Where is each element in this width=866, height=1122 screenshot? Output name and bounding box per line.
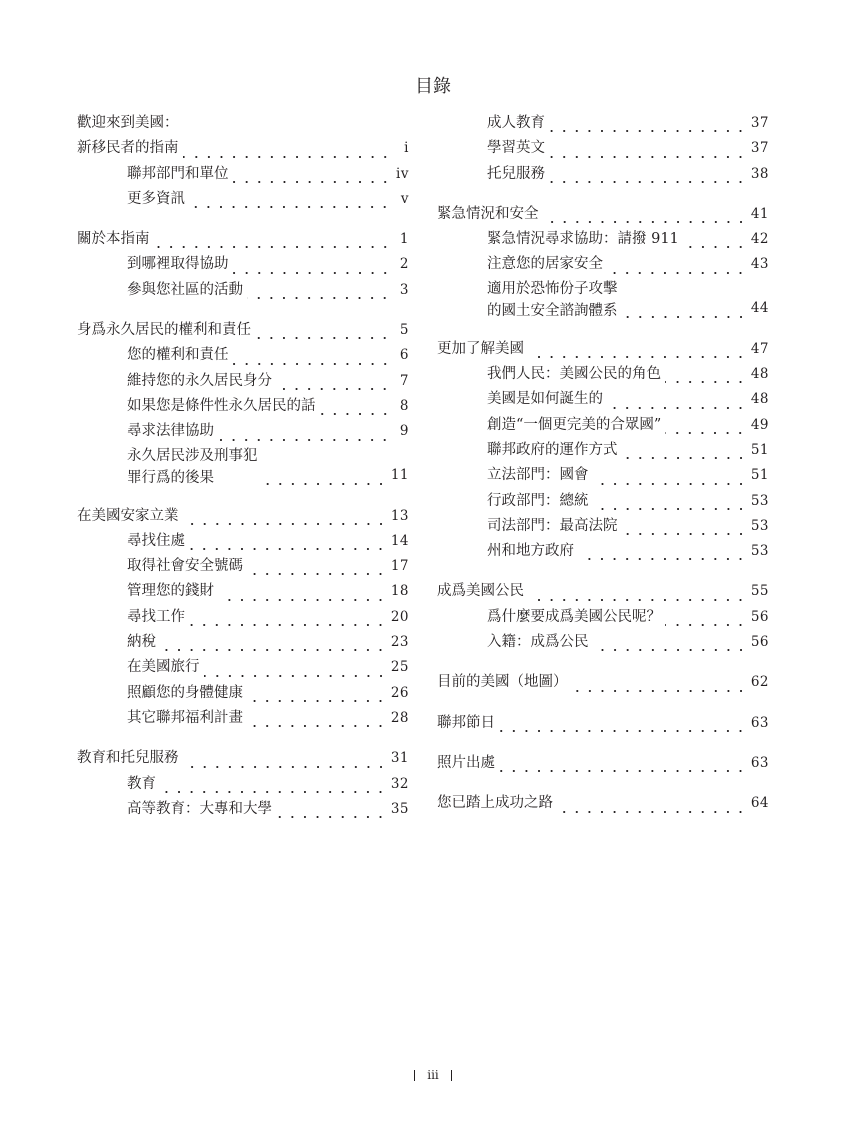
toc-entry-title: 到哪裡取得協助 [127,256,229,273]
toc-entry-page: 56 [750,608,769,625]
toc-entry[interactable] [77,419,409,444]
dot-leader [262,464,387,489]
toc-entry-title: 成爲美國公民 [437,583,524,600]
toc-entry-title: 其它聯邦福利計畫 [127,709,243,726]
toc-entry[interactable] [77,797,409,822]
toc-entry-title: 身爲永久居民的權利和責任 [77,322,251,339]
toc-entry-page: 23 [390,634,409,651]
toc-section [77,746,409,822]
toc-entry-title: 成人教育 [487,115,545,131]
dot-leader [276,369,391,394]
toc-entry[interactable] [77,252,409,277]
toc-entry-page: 63 [750,754,769,771]
toc-entry[interactable] [77,369,409,394]
toc-entry-title: 適用於恐怖份子攻擊 的國土安全諮詢體系 [487,280,618,319]
toc-entry-title: 學習英文 [487,140,545,157]
toc-entry-title: 納稅 [127,634,156,651]
toc-entry[interactable] [437,514,769,539]
dot-leader [572,671,747,696]
dot-leader [189,187,391,212]
toc-entry[interactable] [437,362,769,387]
toc-entry[interactable] [77,394,409,419]
dot-leader [549,111,747,136]
dot-leader [499,711,747,736]
dot-leader [593,630,747,655]
toc-entry[interactable] [77,278,409,303]
toc-entry-title: 入籍：成爲公民 [487,634,589,651]
toc-section [437,751,769,776]
toc-entry[interactable] [437,252,769,277]
toc-entry-page: 44 [750,300,769,317]
toc-section [437,111,769,187]
toc-entry-title: 在美國旅行 [127,659,200,676]
dot-leader [499,751,747,776]
toc-entry-title: 照片出處 [437,754,495,771]
toc-entry-title: 高等教育：大專和大學 [127,800,272,817]
toc-entry-page: iv [396,165,409,182]
dot-leader [593,489,747,514]
dot-leader [557,792,747,817]
toc-entry-page: 14 [390,532,409,549]
dot-leader [218,420,391,445]
toc-entry[interactable] [77,605,409,630]
toc-entry[interactable] [437,162,769,187]
page-footer [0,1068,866,1082]
toc-entry-title: 美國是如何誕生的 [487,391,603,408]
dot-leader [276,797,387,822]
dot-leader [549,137,747,162]
dot-leader [665,413,746,438]
toc-entry-page: 1 [399,231,409,248]
toc-entry-page: 6 [399,347,409,364]
toc-entry-page: 31 [390,750,409,767]
footer-divider [451,1070,452,1081]
dot-leader [189,529,387,554]
toc-entry-page: 53 [750,492,769,509]
toc-entry[interactable] [77,111,409,136]
toc-entry[interactable] [77,554,409,579]
toc-entry-title: 行政部門：總統 [487,492,589,509]
dot-leader [183,504,387,529]
dot-leader [622,297,747,322]
dot-leader [665,362,747,387]
footer-divider [414,1070,415,1081]
toc-entry[interactable] [77,706,409,731]
toc-entry-title: 州和地方政府 [487,543,574,560]
dot-leader [160,772,387,797]
toc-entry[interactable] [437,202,769,227]
toc-section [437,670,769,695]
toc-entry-page: 7 [399,372,409,389]
toc-entry-page: 17 [390,558,409,575]
dot-leader [247,706,387,731]
toc-entry-title: 尋找住處 [127,532,185,549]
toc-entry-page: 20 [390,608,409,625]
toc-entry-page: 63 [750,714,769,731]
toc-entry-page: 11 [390,467,409,484]
toc-entry-page: 43 [750,256,769,273]
dot-leader [528,580,747,605]
dot-leader [622,514,747,539]
toc-entry[interactable] [437,387,769,412]
toc-entry-title: 爲什麼要成爲美國公民呢？ [487,608,661,625]
toc-entry-page: 48 [750,366,769,383]
toc-entry[interactable] [77,681,409,706]
toc-section [437,202,769,322]
toc-entry[interactable] [437,711,769,736]
toc-right-column [437,111,769,832]
toc-entry[interactable] [437,227,769,252]
toc-entry-page: 2 [399,256,409,273]
dot-leader [233,253,392,278]
toc-entry-title: 您已踏上成功之路 [437,795,553,812]
toc-entry[interactable] [437,463,769,488]
toc-entry-title: 緊急情況尋求協助：請撥 911 [487,231,679,248]
toc-entry-page: 55 [750,583,769,600]
toc-entry[interactable] [77,772,409,797]
toc-entry-title: 注意您的居家安全 [487,256,603,273]
toc-section [437,337,769,565]
toc-entry[interactable] [437,136,769,161]
toc-entry-title: 新移民者的指南 [77,140,179,157]
toc-entry-title: 永久居民涉及刑事犯 罪行爲的後果 [127,447,258,486]
toc-entry[interactable] [77,445,409,489]
toc-left-column [77,111,409,837]
toc-entry-page: 47 [750,340,769,357]
toc-entry-page: 51 [750,441,769,458]
toc-entry[interactable] [77,746,409,771]
toc-entry-title: 取得社會安全號碼 [127,558,243,575]
dot-leader [154,227,392,252]
dot-leader [247,681,387,706]
toc-entry[interactable] [437,605,769,630]
dot-leader [189,605,387,630]
toc-entry[interactable] [77,187,409,212]
dot-leader [607,253,747,278]
toc-entry-page: 48 [750,391,769,408]
toc-entry-page: 64 [750,795,769,812]
toc-entry-title: 參與您社區的活動 [127,281,243,298]
toc-entry-page: 5 [399,322,409,339]
toc-entry[interactable] [77,162,409,187]
toc-entry-page: 9 [399,423,409,440]
dot-leader [204,656,387,681]
toc-entry[interactable] [77,136,409,161]
toc-entry-title: 如果您是條件性永久居民的話 [127,397,316,414]
toc-section [77,111,409,212]
toc-entry[interactable] [77,579,409,604]
toc-entry[interactable] [437,630,769,655]
toc-entry-page: 42 [750,231,769,248]
toc-entry[interactable] [77,343,409,368]
dot-leader [247,278,391,303]
toc-entry-title: 教育和托兒服務 [77,750,179,767]
toc-entry-title: 司法部門：最高法院 [487,517,618,534]
toc-entry-title: 更多資訊 [127,190,185,207]
page-number: iii [427,1068,439,1082]
dot-leader [320,394,392,419]
toc-entry[interactable] [437,751,769,776]
toc-entry-title: 更加了解美國 [437,340,524,357]
toc-section [437,791,769,816]
toc-entry-page: 53 [750,517,769,534]
toc-entry[interactable] [77,504,409,529]
toc-entry[interactable] [437,579,769,604]
toc-entry[interactable] [77,655,409,680]
toc-section [77,504,409,732]
toc-entry[interactable] [437,413,769,438]
toc-entry-title: 聯邦節日 [437,714,495,731]
dot-leader [218,580,387,605]
toc-entry-title: 尋求法律協助 [127,423,214,440]
toc-entry-page: 35 [390,800,409,817]
dot-leader [160,630,387,655]
toc-entry-title: 歡迎來到美國： [77,115,179,131]
dot-leader [593,464,747,489]
dot-leader [549,162,747,187]
dot-leader [247,554,387,579]
toc-entry-title: 管理您的錢財 [127,583,214,600]
toc-entry-title: 托兒服務 [487,165,545,182]
toc-entry-page: 18 [390,583,409,600]
dot-leader [665,605,747,630]
dot-leader [233,162,392,187]
toc-entry-page: 49 [750,416,769,433]
toc-entry-page: 37 [750,115,769,131]
toc-entry-title: 聯邦政府的運作方式 [487,441,618,458]
toc-entry-title: 目前的美國（地圖） [437,674,568,691]
toc-entry[interactable] [437,278,769,322]
toc-section [437,579,769,655]
dot-leader [683,227,747,252]
toc-entry[interactable] [437,438,769,463]
toc-entry-page: 32 [390,775,409,792]
toc-entry-title: 尋找工作 [127,608,185,625]
toc-entry-title: 聯邦部門和單位 [127,165,229,182]
toc-entry-page: 56 [750,634,769,651]
dot-leader [528,337,747,362]
toc-entry[interactable] [437,539,769,564]
dot-leader [622,438,747,463]
dot-leader [233,344,392,369]
toc-entry-page: 13 [390,507,409,524]
dot-leader [578,539,747,564]
toc-entry[interactable] [77,227,409,252]
toc-entry-title: 您的權利和責任 [127,347,229,364]
toc-entry-page: 26 [390,684,409,701]
toc-section [437,711,769,736]
toc-entry-page: 3 [399,281,409,298]
dot-leader [255,318,391,343]
toc-entry-page: v [400,190,409,207]
dot-leader [183,747,387,772]
toc-entry-title: 我們人民：美國公民的角色 [487,366,661,383]
toc-entry[interactable] [77,630,409,655]
toc-entry[interactable] [77,529,409,554]
dot-leader [607,388,747,413]
toc-entry-page: 38 [750,165,769,182]
toc-entry[interactable] [437,111,769,136]
toc-section [77,227,409,303]
toc-entry-title: 創造“一個更完美的合眾國” [487,416,662,433]
toc-entry[interactable] [77,318,409,343]
toc-entry-title: 在美國安家立業 [77,507,179,524]
toc-entry-page: 41 [750,205,769,222]
toc-entry-page: 53 [750,543,769,560]
toc-entry-title: 照顧您的身體健康 [127,684,243,701]
toc-entry-page: 62 [750,674,769,691]
toc-section [77,318,409,488]
toc-entry-title: 維持您的永久居民身分 [127,372,272,389]
toc-entry[interactable] [437,791,769,816]
toc-entry-title: 立法部門：國會 [487,467,589,484]
toc-entry-page: 28 [390,709,409,726]
toc-entry-page: 51 [750,467,769,484]
toc-entry-title: 關於本指南 [77,231,150,248]
toc-entry[interactable] [437,489,769,514]
toc-entry-title: 教育 [127,775,156,792]
toc-entry[interactable] [437,670,769,695]
toc-entry-page: i [404,140,409,157]
toc-title: 目錄 [415,76,451,97]
dot-leader [543,202,747,227]
toc-entry-page: 8 [399,397,409,414]
dot-leader [183,137,392,162]
toc-entry-page: 25 [390,659,409,676]
toc-entry-title: 緊急情況和安全 [437,205,539,222]
toc-entry[interactable] [437,337,769,362]
toc-entry-page: 37 [750,140,769,157]
